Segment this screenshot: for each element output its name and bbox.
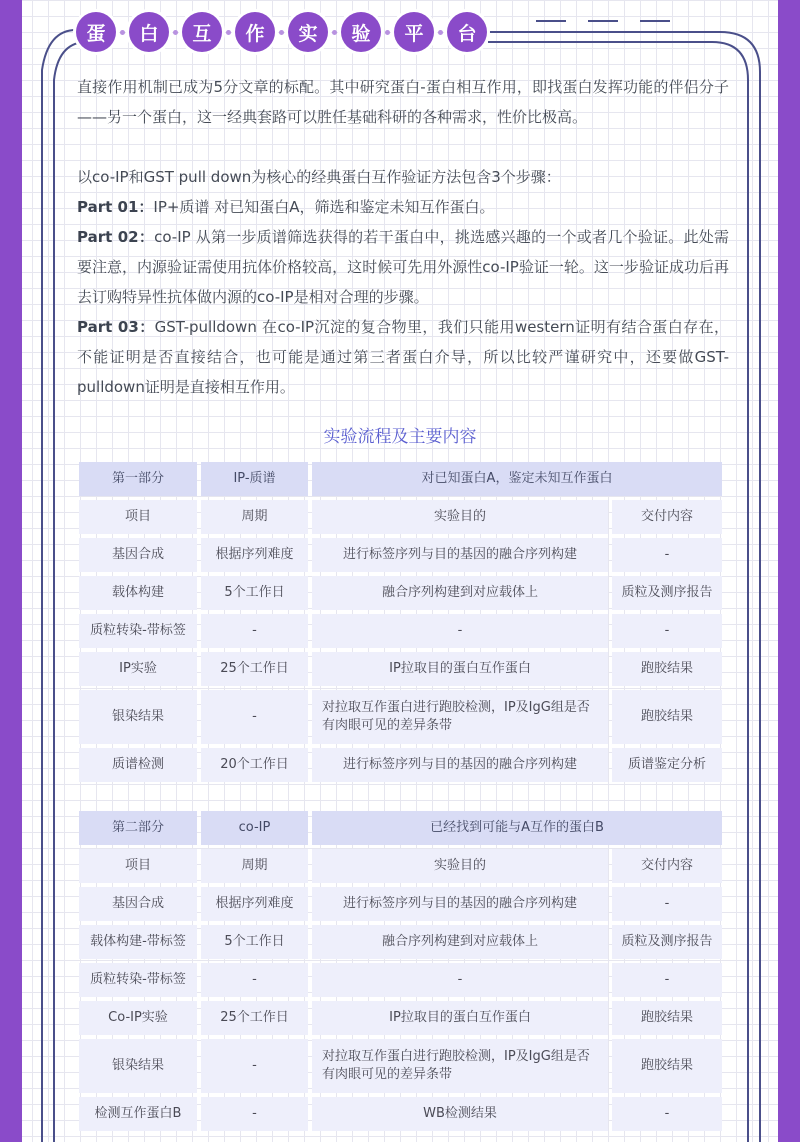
article-body [77, 72, 729, 402]
title-separator [169, 30, 182, 35]
cell-goal: 对拉取互作蛋白进行跑胶检测，IP及IgG组是否有肉眼可见的差异条带 [312, 690, 608, 744]
part-label: Part 02： [77, 228, 155, 246]
part-03 [77, 312, 729, 402]
workflow-table-part-2 [75, 807, 726, 1135]
cell-period: 5个工作日 [201, 576, 308, 610]
cell-period: - [201, 963, 308, 997]
table-column-row [79, 849, 722, 883]
section-title: 实验流程及主要内容 [323, 427, 477, 447]
table-row [79, 1001, 722, 1035]
table-row [79, 887, 722, 921]
cell-deliver: - [612, 963, 722, 997]
intro-paragraph: 直接作用机制已成为5分文章的标配。其中研究蛋白-蛋白相互作用，即找蛋白发挥功能的伴侣分子——另一个蛋白，这一经典套路可以胜任基础科研的各种需求，性价比极高。 [77, 78, 729, 126]
column-item: 项目 [79, 500, 197, 534]
part-text: co-IP 从第一步质谱筛选获得的若干蛋白中，挑选感兴趣的一个或者几个验证。此处需要注意，内源验证需使用抗体价格较高，这时候可先用外源性co-IP验证一轮。这一步验证成功后再去订购特异性抗体做内源的co-IP是相对合理的步骤。 [77, 228, 729, 306]
title-char: 台 [447, 12, 487, 52]
column-goal: 实验目的 [312, 500, 608, 534]
table-column-row [79, 500, 722, 534]
cell-goal: 对拉取互作蛋白进行跑胶检测，IP及IgG组是否有肉眼可见的差异条带 [312, 1039, 608, 1093]
cell-item: 质粒转染-带标签 [79, 614, 197, 648]
cell-item: 质粒转染-带标签 [79, 963, 197, 997]
cell-period: - [201, 1039, 308, 1093]
title-separator [381, 30, 394, 35]
title-separator [328, 30, 341, 35]
cell-deliver: 跑胶结果 [612, 652, 722, 686]
cell-period: - [201, 1097, 308, 1131]
cell-period: 20个工作日 [201, 748, 308, 782]
title-char: 验 [341, 12, 381, 52]
header-part: 第一部分 [79, 462, 197, 496]
header-desc: 已经找到可能与A互作的蛋白B [312, 811, 722, 845]
column-period: 周期 [201, 849, 308, 883]
table-row [79, 1039, 722, 1093]
column-deliver: 交付内容 [612, 500, 722, 534]
header-name: co-IP [201, 811, 308, 845]
cell-item: 基因合成 [79, 538, 197, 572]
column-period: 周期 [201, 500, 308, 534]
cell-deliver: 跑胶结果 [612, 690, 722, 744]
title-separator [116, 30, 129, 35]
cell-deliver: 跑胶结果 [612, 1001, 722, 1035]
cell-item: 载体构建 [79, 576, 197, 610]
part-text: IP+质谱 对已知蛋白A，筛选和鉴定未知互作蛋白。 [153, 198, 495, 216]
header-desc: 对已知蛋白A，鉴定未知互作蛋白 [312, 462, 722, 496]
cell-period: 根据序列难度 [201, 887, 308, 921]
header-part: 第二部分 [79, 811, 197, 845]
cell-goal: - [312, 963, 608, 997]
title-char: 蛋 [76, 12, 116, 52]
table-row [79, 538, 722, 572]
cell-item: 载体构建-带标签 [79, 925, 197, 959]
cell-item: 基因合成 [79, 887, 197, 921]
cell-goal: 进行标签序列与目的基因的融合序列构建 [312, 887, 608, 921]
table-row [79, 690, 722, 744]
cell-deliver: 质粒及测序报告 [612, 576, 722, 610]
column-item: 项目 [79, 849, 197, 883]
cell-goal: IP拉取目的蛋白互作蛋白 [312, 652, 608, 686]
cell-deliver: - [612, 614, 722, 648]
cell-item: 检测互作蛋白B [79, 1097, 197, 1131]
table-header-row [79, 811, 722, 845]
cell-period: - [201, 614, 308, 648]
part-02 [77, 222, 729, 312]
method-intro: 以co-IP和GST pull down为核心的经典蛋白互作验证方法包含3个步骤： [77, 168, 561, 186]
cell-period: 25个工作日 [201, 652, 308, 686]
cell-deliver: 跑胶结果 [612, 1039, 722, 1093]
cell-item: 银染结果 [79, 690, 197, 744]
title-separator [434, 30, 447, 35]
cell-goal: 融合序列构建到对应载体上 [312, 576, 608, 610]
cell-period: 根据序列难度 [201, 538, 308, 572]
workflow-table-part-1 [75, 458, 726, 786]
cell-goal: 进行标签序列与目的基因的融合序列构建 [312, 538, 608, 572]
title-separator [275, 30, 288, 35]
column-goal: 实验目的 [312, 849, 608, 883]
table-header-row [79, 462, 722, 496]
title-char: 平 [394, 12, 434, 52]
part-text: GST-pulldown 在co-IP沉淀的复合物里，我们只能用western证明有结合蛋白存在，不能证明是否直接结合，也可能是通过第三者蛋白介导，所以比较严谨研究中，还要做GST-pulldown证明是直接相互作用。 [77, 318, 729, 396]
cell-item: 银染结果 [79, 1039, 197, 1093]
table-row [79, 925, 722, 959]
title-char: 作 [235, 12, 275, 52]
part-label: Part 01： [77, 198, 154, 216]
cell-deliver: - [612, 538, 722, 572]
title-char: 白 [129, 12, 169, 52]
cell-goal: 融合序列构建到对应载体上 [312, 925, 608, 959]
cell-item: 质谱检测 [79, 748, 197, 782]
cell-deliver: - [612, 1097, 722, 1131]
decorative-dashes [536, 20, 670, 22]
cell-period: 25个工作日 [201, 1001, 308, 1035]
title-char: 实 [288, 12, 328, 52]
cell-item: IP实验 [79, 652, 197, 686]
cell-period: - [201, 690, 308, 744]
table-row [79, 614, 722, 648]
cell-goal: IP拉取目的蛋白互作蛋白 [312, 1001, 608, 1035]
cell-goal: WB检测结果 [312, 1097, 608, 1131]
title-separator [222, 30, 235, 35]
left-accent-bar [0, 0, 22, 1142]
header-name: IP-质谱 [201, 462, 308, 496]
table-row [79, 1097, 722, 1131]
part-01 [77, 192, 729, 222]
table-row [79, 963, 722, 997]
title-char: 互 [182, 12, 222, 52]
page-title [76, 12, 487, 52]
cell-deliver: - [612, 887, 722, 921]
cell-period: 5个工作日 [201, 925, 308, 959]
part-label: Part 03： [77, 318, 155, 336]
cell-item: Co-IP实验 [79, 1001, 197, 1035]
table-row [79, 576, 722, 610]
cell-goal: - [312, 614, 608, 648]
table-row [79, 748, 722, 782]
cell-deliver: 质谱鉴定分析 [612, 748, 722, 782]
column-deliver: 交付内容 [612, 849, 722, 883]
cell-deliver: 质粒及测序报告 [612, 925, 722, 959]
cell-goal: 进行标签序列与目的基因的融合序列构建 [312, 748, 608, 782]
right-accent-bar [778, 0, 800, 1142]
table-row [79, 652, 722, 686]
